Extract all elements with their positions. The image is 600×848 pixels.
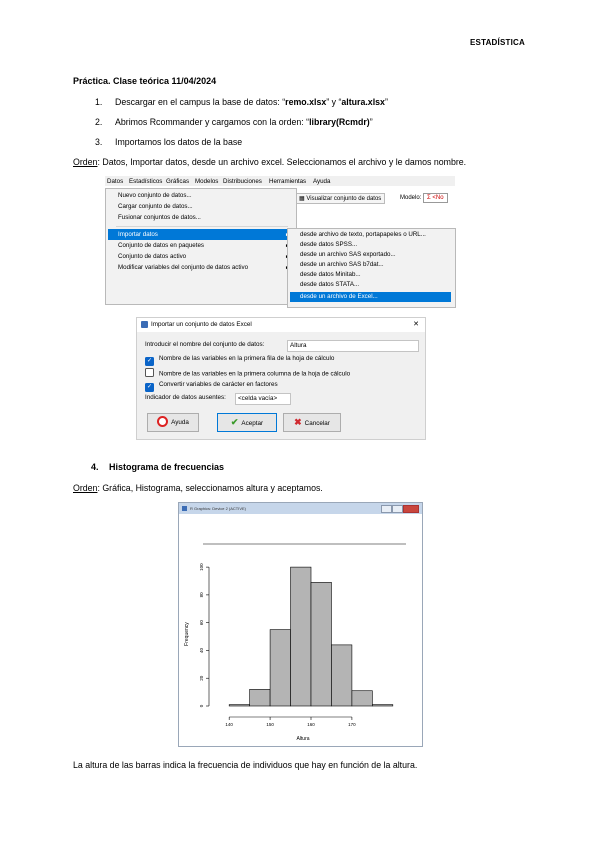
orden-label: Orden	[73, 483, 98, 493]
check-icon: ✔	[230, 417, 239, 427]
menu-item-cargar[interactable]: Cargar conjunto de datos...	[118, 203, 193, 210]
submenu-item-minitab[interactable]: desde datos Minitab...	[300, 271, 361, 278]
histogram-bar	[229, 705, 249, 706]
lifebuoy-icon	[157, 416, 168, 427]
list-number: 2.	[95, 117, 103, 127]
page-title: Práctica. Clase teórica 11/04/2024	[73, 76, 217, 86]
submenu-item-spss[interactable]: desde datos SPSS...	[300, 241, 358, 248]
section-number: 4.	[91, 462, 99, 472]
histogram-bar	[291, 567, 311, 706]
menu-item-activo[interactable]: Conjunto de datos activo	[118, 253, 187, 260]
x-tick-label: 140	[225, 722, 233, 727]
cancel-label: Cancelar	[304, 420, 330, 427]
checkbox-row-1[interactable]	[145, 355, 334, 366]
import-excel-dialog	[136, 317, 426, 440]
submenu-item-sas-b7dat[interactable]: desde un archivo SAS b7dat...	[300, 261, 384, 268]
text: Abrimos Rcommander y cargamos con la orden: “	[115, 117, 310, 127]
dialog-titlebar	[137, 318, 425, 332]
y-axis-label: Frequency	[184, 622, 190, 646]
view-dataset-button[interactable]: ▦ Visualizar conjunto de datos	[295, 193, 385, 204]
y-tick-label: 60	[199, 620, 204, 626]
datos-dropdown	[105, 188, 297, 305]
y-tick-label: 40	[199, 647, 204, 653]
text: ”	[384, 97, 388, 107]
menu-datos[interactable]: Datos	[107, 177, 124, 185]
section-title: Histograma de frecuencias	[109, 462, 225, 472]
menu-distribuciones[interactable]: Distribuciones	[223, 177, 262, 185]
y-tick-label: 100	[199, 563, 204, 571]
close-button[interactable]	[403, 505, 419, 513]
checkbox-checked-icon[interactable]: ✓	[146, 357, 153, 364]
accept-button[interactable]	[217, 413, 277, 432]
orden-text: : Gráfica, Histograma, seleccionamos altura y aceptamos.	[97, 483, 323, 493]
model-label: Modelo:	[400, 195, 422, 201]
x-tick-label: 160	[307, 722, 315, 727]
cancel-button[interactable]	[283, 413, 341, 432]
close-icon[interactable]: ✕	[413, 321, 419, 328]
histogram-bar	[270, 630, 290, 706]
rcmdr-menu-screenshot	[105, 176, 455, 306]
filename-remo: remo.xlsx	[285, 97, 327, 107]
text: ”	[369, 117, 373, 127]
histogram-bar	[331, 645, 351, 706]
dialog-title: Importar un conjunto de datos Excel	[151, 321, 252, 328]
checkbox-label: Nombre de las variables en la primera columna de la hoja de cálculo	[159, 370, 351, 378]
checkbox-label: Nombre de las variables en la primera fila de la hoja de cálculo	[159, 355, 335, 362]
menu-item-paquetes[interactable]: Conjunto de datos en paquetes	[118, 242, 205, 249]
orden-paragraph-1	[73, 157, 466, 167]
list-item-3	[95, 137, 242, 147]
histogram-bar	[311, 582, 331, 706]
header-section: ESTADÍSTICA	[470, 38, 525, 47]
code-library: library(Rcmdr)	[309, 117, 370, 127]
window-titlebar	[179, 503, 422, 514]
menu-modelos[interactable]: Modelos	[195, 177, 219, 185]
window-title: R Graphics: Device 2 (ACTIVE)	[190, 506, 247, 511]
y-tick-label: 20	[199, 675, 204, 681]
x-axis-label: Altura	[296, 736, 310, 742]
text: ” y “	[326, 97, 342, 107]
r-logo-icon	[141, 321, 148, 328]
maximize-button[interactable]	[392, 505, 403, 513]
histogram-bar	[250, 689, 270, 706]
filename-altura: altura.xlsx	[341, 97, 385, 107]
dataset-name-input[interactable]: Altura	[287, 340, 419, 352]
submenu-item-texto[interactable]: desde archivo de texto, portapapeles o URL...	[300, 231, 426, 238]
checkbox-label: Convertir variables de carácter en factores	[159, 381, 278, 388]
missing-value-input[interactable]: <celda vacía>	[235, 393, 291, 405]
menu-item-fusionar[interactable]: Fusionar conjuntos de datos...	[118, 214, 201, 221]
section-heading	[91, 462, 224, 472]
histogram-bar	[352, 691, 372, 706]
submenu-item-excel[interactable]: desde un archivo de Excel...	[300, 293, 378, 300]
checkbox-checked-icon[interactable]: ✓	[146, 383, 153, 390]
submenu-item-sas-export[interactable]: desde un archivo SAS exportado...	[300, 251, 396, 258]
accept-label: Aceptar	[241, 420, 264, 427]
close-icon: ✖	[294, 417, 302, 427]
menu-item-nuevo[interactable]: Nuevo conjunto de datos...	[118, 192, 192, 199]
list-item-1	[95, 97, 388, 107]
view-dataset-label: Visualizar conjunto de datos	[306, 196, 382, 202]
orden-text: : Datos, Importar datos, desde un archivo excel. Seleccionamos el archivo y le damos nombre.	[97, 157, 467, 167]
menu-item-importar[interactable]: Importar datos	[118, 231, 158, 238]
histogram-bar	[372, 705, 392, 706]
histogram-chart	[179, 514, 422, 745]
checkbox-unchecked-icon[interactable]	[145, 368, 154, 377]
menu-bar	[105, 176, 455, 186]
submenu-item-stata[interactable]: desde datos STATA...	[300, 281, 360, 288]
name-label: Introducir el nombre del conjunto de datos:	[145, 341, 265, 348]
orden-label: Orden	[73, 157, 98, 167]
help-label: Ayuda	[171, 419, 189, 426]
list-item-2	[95, 117, 373, 127]
help-button[interactable]	[147, 413, 199, 432]
y-tick-label: 80	[199, 592, 204, 598]
list-number: 3.	[95, 137, 103, 147]
x-tick-label: 150	[266, 722, 274, 727]
menu-ayuda[interactable]: Ayuda	[313, 177, 331, 185]
text: Importamos los datos de la base	[115, 137, 243, 147]
divider	[116, 226, 288, 227]
r-graphics-window	[178, 502, 423, 747]
minimize-button[interactable]	[381, 505, 392, 513]
missing-label: Indicador de datos ausentes:	[145, 394, 226, 401]
menu-graficas[interactable]: Gráficas	[166, 177, 190, 185]
menu-herramientas[interactable]: Herramientas	[269, 177, 307, 185]
list-number: 1.	[95, 97, 103, 107]
model-value[interactable]: Σ <No	[423, 193, 448, 203]
caption-paragraph: La altura de las barras indica la frecuencia de individuos que hay en función de la altura.	[73, 760, 418, 770]
orden-paragraph-2	[73, 483, 323, 493]
checkbox-row-2[interactable]	[145, 368, 350, 378]
menu-item-modificar[interactable]: Modificar variables del conjunto de datos activo	[118, 264, 249, 271]
menu-estadisticos[interactable]: Estadísticos	[129, 177, 163, 185]
checkbox-row-3[interactable]	[145, 381, 278, 392]
text: Descargar en el campus la base de datos: “	[115, 97, 286, 107]
importar-submenu	[287, 228, 456, 308]
x-tick-label: 170	[348, 722, 356, 727]
y-tick-label: 0	[199, 704, 204, 708]
r-logo-icon	[182, 506, 187, 511]
